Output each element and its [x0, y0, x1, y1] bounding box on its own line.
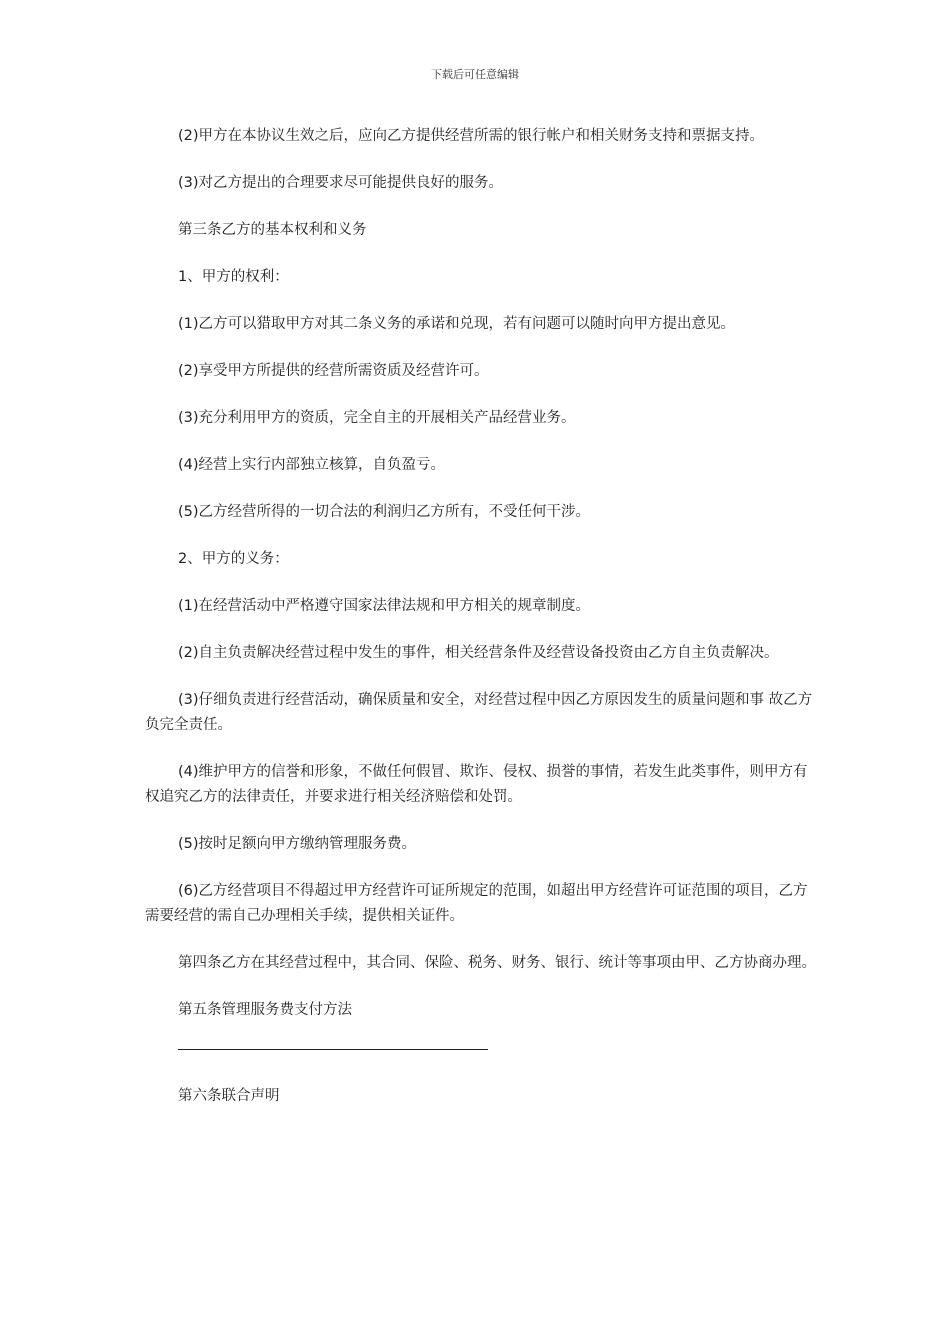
- paragraph-obligation-3: (3)仔细负责进行经营活动，确保质量和安全，对经营过程中因乙方原因发生的质量问题和事 故乙方负完全责任。: [145, 692, 813, 733]
- page-header: 下载后可任意编辑: [431, 68, 519, 81]
- section-heading-article-5: 第五条管理服务费支付方法: [178, 1002, 352, 1018]
- paragraph-right-5: (5)乙方经营所得的一切合法的利润归乙方所有，不受任何干涉。: [178, 504, 591, 520]
- paragraph-right-2: (2)享受甲方所提供的经营所需资质及经营许可。: [178, 363, 489, 379]
- paragraph-right-4: (4)经营上实行内部独立核算，自负盈亏。: [178, 457, 446, 473]
- paragraph-obligation-1: (1)在经营活动中严格遵守国家法律法规和甲方相关的规章制度。: [178, 598, 591, 614]
- section-heading-article-4: 第四条乙方在其经营过程中，其合同、保险、税务、财务、银行、统计等事项由甲、乙方协商办理。: [178, 955, 816, 971]
- paragraph-party-a-bank-support: (2)甲方在本协议生效之后，应向乙方提供经营所需的银行帐户和相关财务支持和票据支持。: [178, 128, 765, 144]
- fill-in-blank-line: [178, 1049, 488, 1050]
- document-body: [145, 124, 817, 1131]
- paragraph-party-a-service: (3)对乙方提出的合理要求尽可能提供良好的服务。: [178, 175, 504, 191]
- section-heading-article-3: 第三条乙方的基本权利和义务: [178, 222, 367, 238]
- paragraph-right-1: (1)乙方可以猎取甲方对其二条义务的承诺和兑现，若有问题可以随时向甲方提出意见。: [178, 316, 736, 332]
- subheading-rights: 1、甲方的权利：: [178, 269, 289, 285]
- paragraph-obligation-2: (2)自主负责解决经营过程中发生的事件，相关经营条件及经营设备投资由乙方自主负责解决。: [178, 645, 779, 661]
- paragraph-obligation-5: (5)按时足额向甲方缴纳管理服务费。: [178, 836, 417, 852]
- subheading-obligations: 2、甲方的义务：: [178, 551, 289, 567]
- paragraph-obligation-4: (4)维护甲方的信誉和形象，不做任何假冒、欺诈、侵权、损誉的事情，若发生此类事件，则甲方有权追究乙方的法律责任，并要求进行相关经济赔偿和处罚。: [145, 764, 808, 805]
- section-heading-article-6: 第六条联合声明: [178, 1088, 280, 1104]
- paragraph-right-3: (3)充分利用甲方的资质，完全自主的开展相关产品经营业务。: [178, 410, 576, 426]
- paragraph-obligation-6: (6)乙方经营项目不得超过甲方经营许可证所规定的范围，如超出甲方经营许可证范围的项目，乙方需要经营的需自己办理相关手续，提供相关证件。: [145, 883, 808, 924]
